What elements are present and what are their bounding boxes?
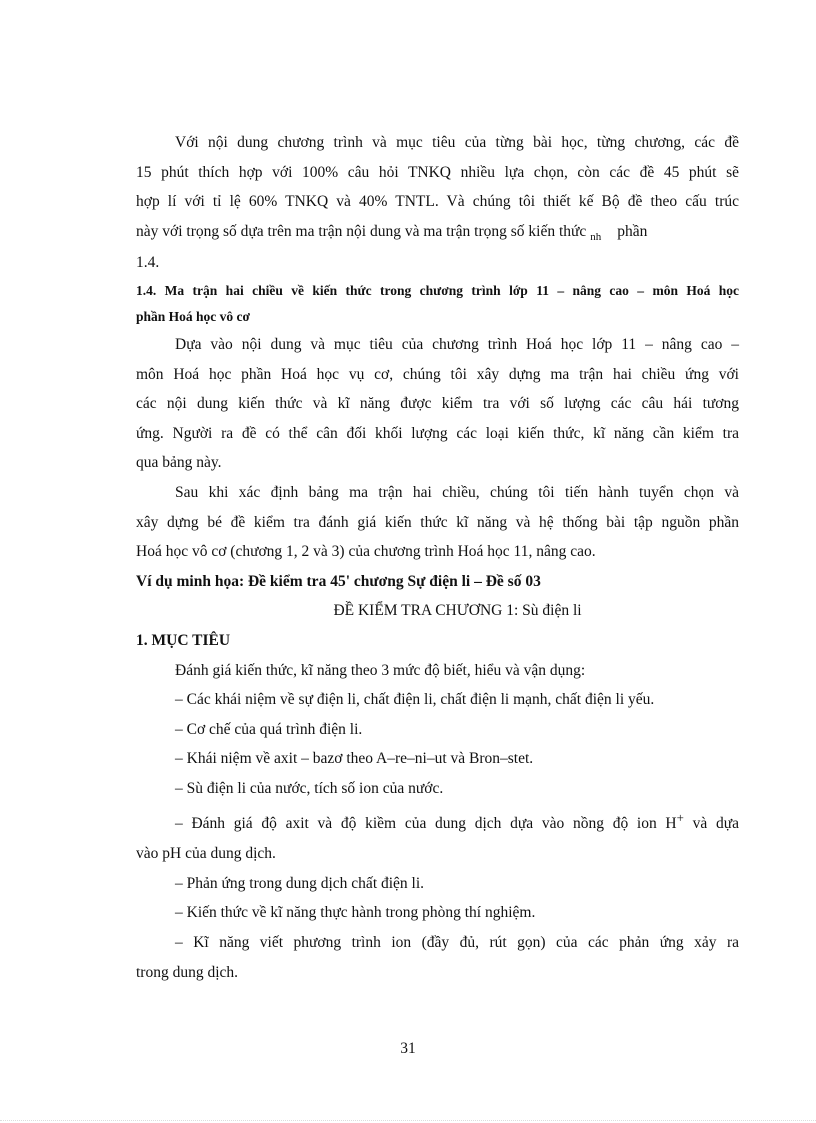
text-line: xây dựng bé đề kiểm tra đánh giá kiến thức kĩ năng và hệ thống bài tập nguồn phần [136,513,739,531]
list-item [136,803,739,839]
paragraph-matrix [136,330,739,478]
section-heading-line: 1.4. Ma trận hai chiều về kiến thức trong chương trình lớp 11 – nâng cao – môn Hoá học [136,282,739,298]
list-item: – Sù điện li của nước, tích số ion của nước. [175,779,444,797]
document-page [136,128,739,987]
objectives-heading: 1. MỤC TIÊU [136,631,231,649]
example-title: Ví dụ minh họa: Đề kiểm tra 45' chương Sự điện li – Đề số 03 [136,572,541,590]
text-line: qua bảng này. [136,454,222,472]
text-line: Sau khi xác định bảng ma trận hai chiều, chúng tôi tiến hành tuyển chọn và [175,483,739,501]
list-item: – Khái niệm về axit – bazơ theo A–re–ni–ut và Bron–stet. [175,750,534,768]
paragraph-selection [136,478,739,567]
text-line: 15 phút thích hợp với 100% câu hỏi TNKQ nhiều lựa chọn, còn các đề 45 phút sẽ [136,163,739,181]
section-heading-line: phần Hoá học vô cơ [136,308,250,324]
text-line: các nội dung kiến thức và kĩ năng được kiểm tra với số lượng các câu hái tương [136,395,739,413]
page-bottom-divider [0,1120,816,1121]
text-span: – Đánh giá độ axit và độ kiềm của dung dịch dựa vào nồng độ ion H [175,815,677,833]
superscript-plus: + [676,810,684,826]
text-line: 1.4. [136,254,160,272]
exam-title: ĐỀ KIỂM TRA CHƯƠNG 1: Sù điện li [333,602,582,620]
list-item-continuation: trong dung dịch. [136,963,239,981]
list-item-continuation: vào pH của dung dịch. [136,845,276,863]
text-line: hợp lí với tỉ lệ 60% TNKQ và 40% TNTL. Và chúng tôi thiết kế Bộ đề theo cấu trúc [136,193,739,211]
list-item: – Phản ứng trong dung dịch chất điện li. [175,874,425,892]
text-span: và dựa [683,815,739,833]
objectives-section [136,626,739,987]
text-line: Với nội dung chương trình và mục tiêu của từng bài học, từng chương, các đề [175,134,739,151]
section-heading-1-4 [136,278,739,330]
text-span: phần [617,222,648,240]
text-line [136,217,739,249]
paragraph-intro [136,128,739,278]
text-line: ứng. Người ra đề có thể cân đối khối lượng các loại kiến thức, kĩ năng cần kiểm tra [136,424,739,442]
page-number: 31 [400,1040,416,1057]
text-span: này với trọng số dựa trên ma trận nội dung và ma trận trọng số kiến thức [136,222,587,240]
list-intro: Đánh giá kiến thức, kĩ năng theo 3 mức độ biết, hiểu và vận dụng: [175,661,586,679]
stray-subscript: nh [590,230,602,243]
text-line: Hoá học vô cơ (chương 1, 2 và 3) của chương trình Hoá học 11, nâng cao. [136,543,596,561]
list-item: – Cơ chế của quá trình điện li. [175,720,363,738]
text-line: môn Hoá học phần Hoá học vụ cơ, chúng tôi xây dựng ma trận hai chiều ứng với [136,365,739,383]
text-line: Dựa vào nội dung và mục tiêu của chương trình Hoá học lớp 11 – nâng cao – [175,335,739,353]
list-item: – Các khái niệm về sự điện li, chất điện li, chất điện li mạnh, chất điện li yếu. [175,691,655,709]
list-item: – Kiến thức về kĩ năng thực hành trong phòng thí nghiệm. [175,904,536,922]
list-item: – Kĩ năng viết phương trình ion (đầy đủ, rút gọn) của các phản ứng xảy ra [175,934,739,951]
